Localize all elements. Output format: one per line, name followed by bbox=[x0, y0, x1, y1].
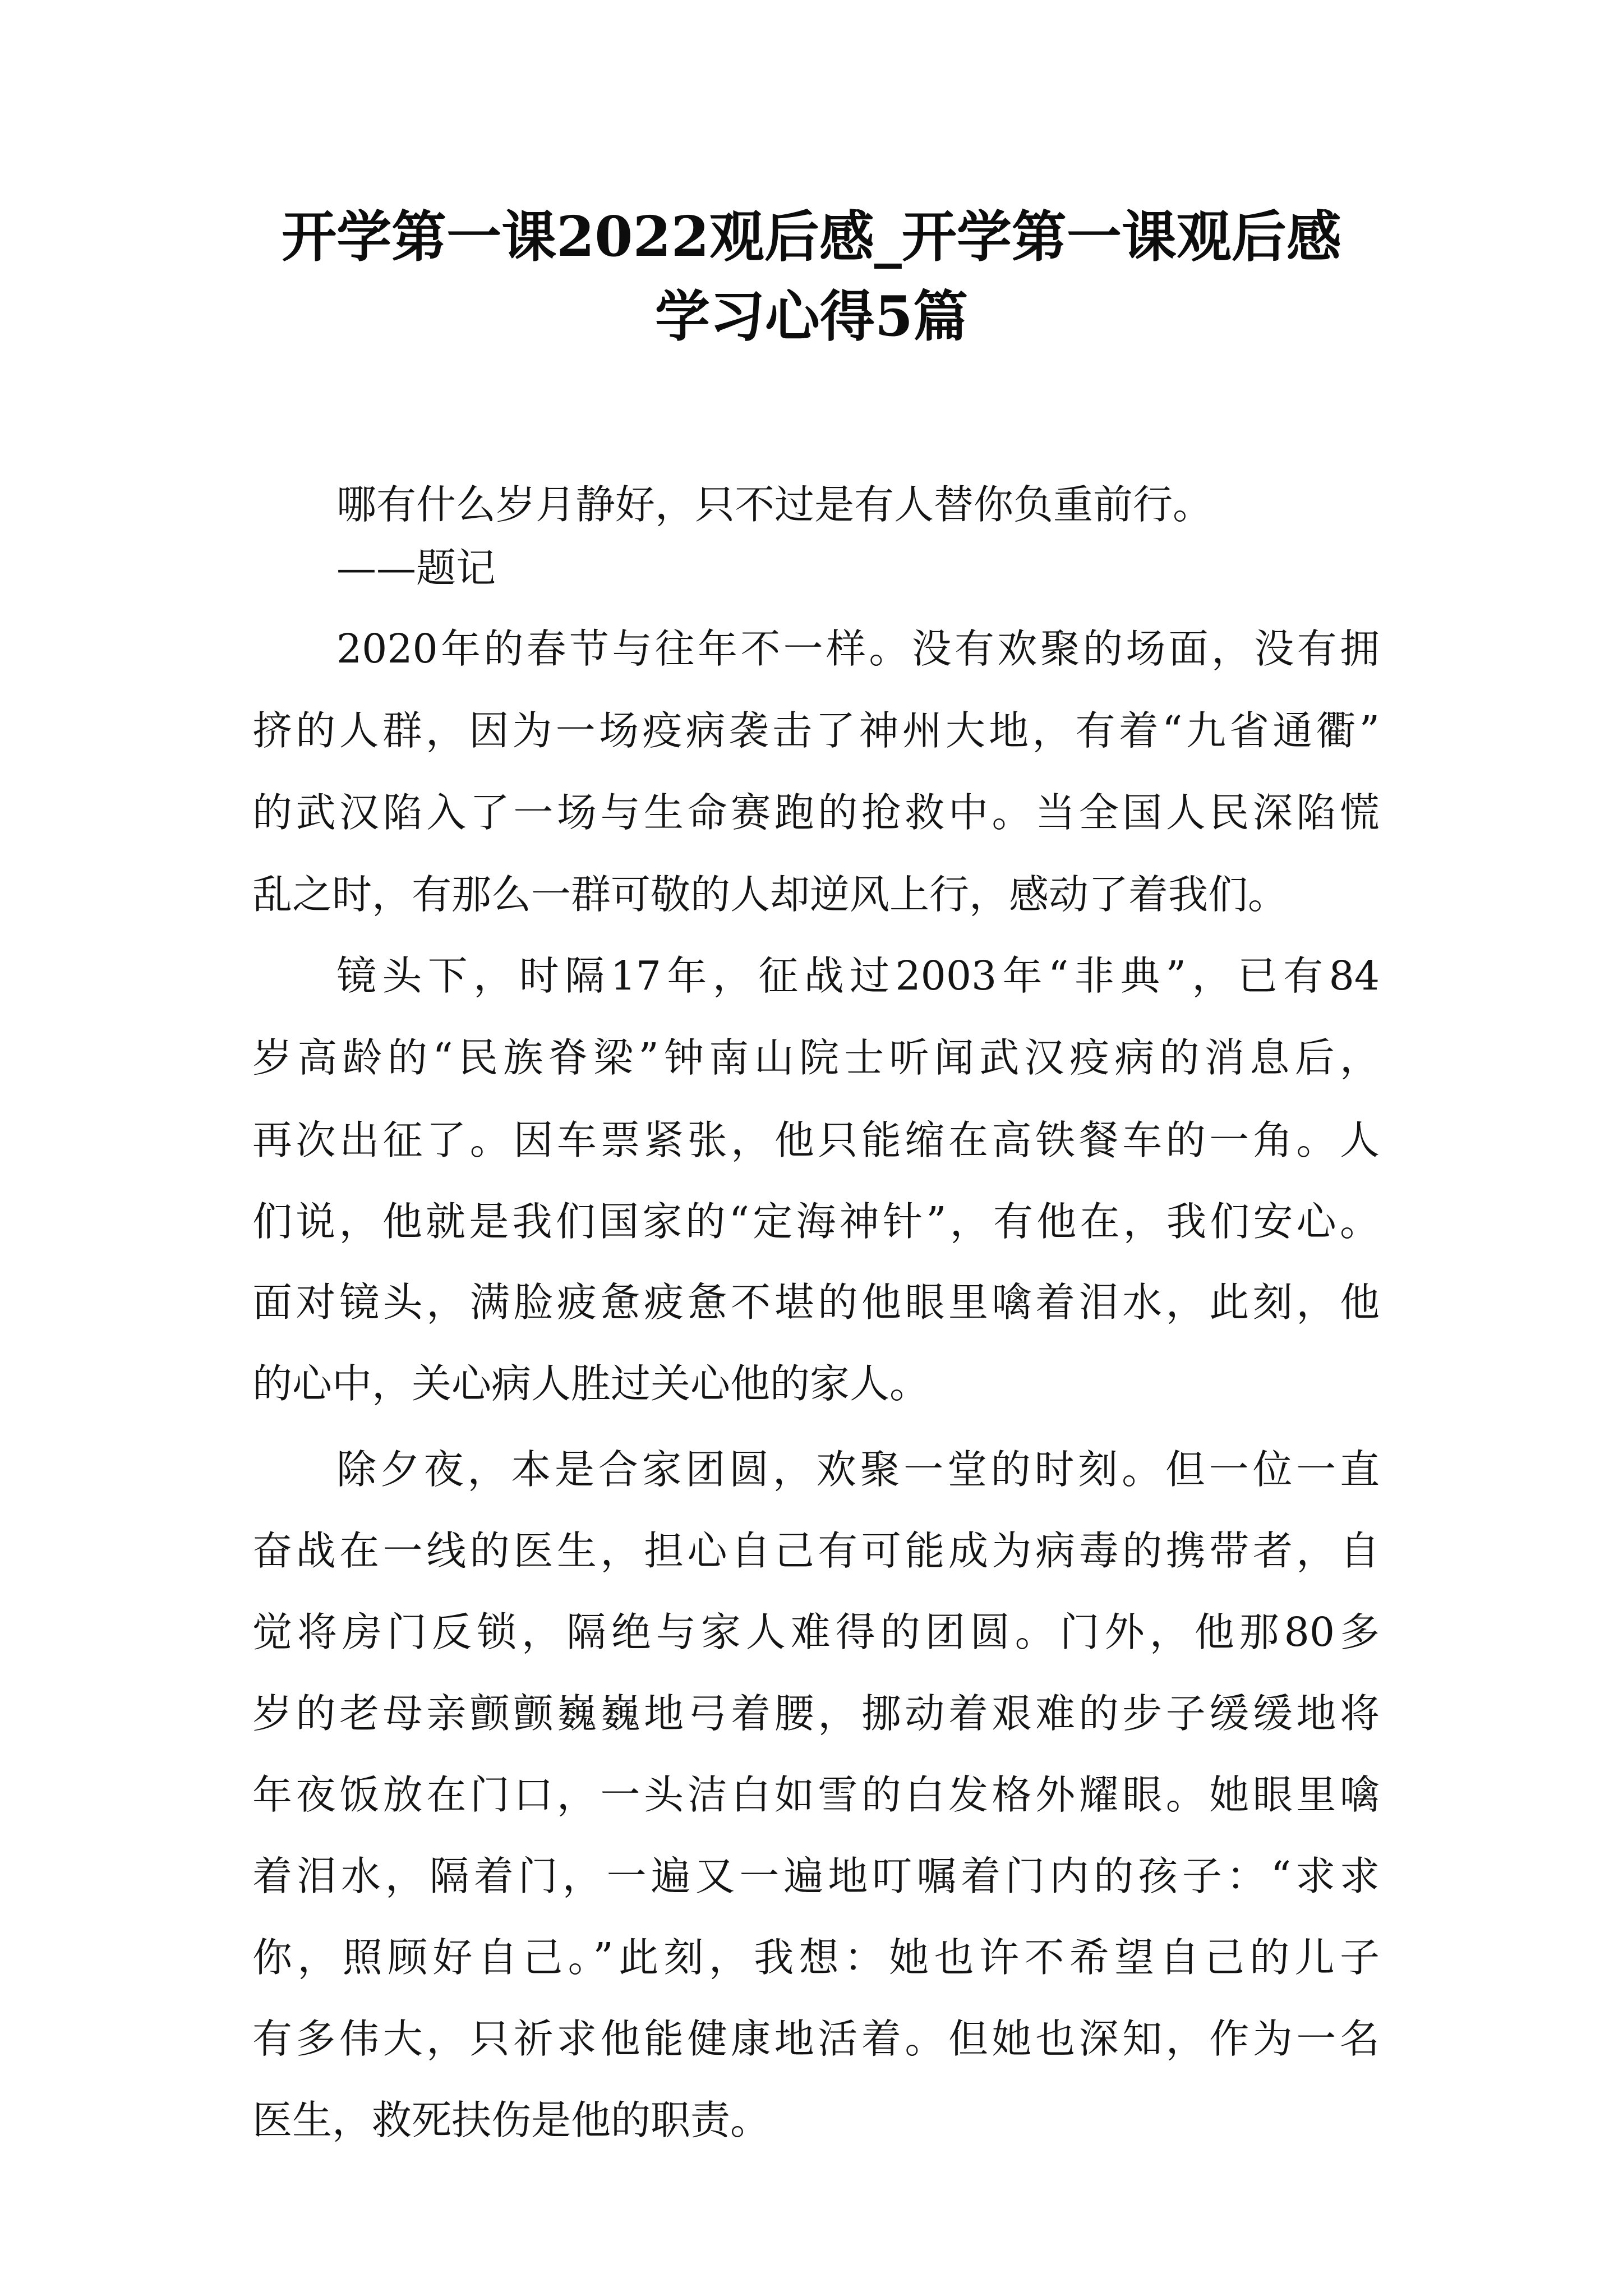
paragraph-2-line: 岁高龄的“民族脊梁”钟南山院士听闻武汉疫病的消息后， bbox=[252, 1034, 1380, 1081]
paragraph-3-line: 岁的老母亲颤颤巍巍地弓着腰，挪动着艰难的步子缓缓地将 bbox=[252, 1690, 1380, 1737]
paragraph-1-line: 乱之时，有那么一群可敬的人却逆风上行，感动了着我们。 bbox=[252, 871, 1288, 918]
paragraph-3-line: 奋战在一线的医生，担心自己有可能成为病毒的携带者，自 bbox=[252, 1527, 1380, 1574]
paragraph-2-line: 再次出征了。因车票紧张，他只能缩在高铁餐车的一角。人 bbox=[252, 1117, 1380, 1163]
paragraph-2-line: 们说，他就是我们国家的“定海神针”，有他在，我们安心。 bbox=[252, 1198, 1380, 1245]
paragraph-3-line: 觉将房门反锁，隔绝与家人难得的团圆。门外，他那80多 bbox=[252, 1609, 1380, 1655]
epigraph-source: ——题记 bbox=[336, 545, 496, 591]
epigraph: 哪有什么岁月静好，只不过是有人替你负重前行。 bbox=[336, 481, 1213, 528]
paragraph-3-line: 医生，救死扶伤是他的职责。 bbox=[252, 2097, 771, 2143]
paragraph-1-line: 挤的人群，因为一场疫病袭击了神州大地，有着“九省通衢” bbox=[252, 707, 1380, 754]
paragraph-2-line: 镜头下，时隔17年，征战过2003年“非典”，已有84 bbox=[336, 953, 1380, 999]
paragraph-3-line: 有多伟大，只祈求他能健康地活着。但她也深知，作为一名 bbox=[252, 2016, 1380, 2062]
paragraph-2-line: 面对镜头，满脸疲惫疲惫不堪的他眼里噙着泪水，此刻，他 bbox=[252, 1279, 1380, 1326]
document-title-line-1: 开学第一课2022观后感_开学第一课观后感 bbox=[282, 205, 1341, 269]
paragraph-1-line: 的武汉陷入了一场与生命赛跑的抢救中。当全国人民深陷慌 bbox=[252, 789, 1380, 836]
paragraph-1-line: 2020年的春节与往年不一样。没有欢聚的场面，没有拥 bbox=[336, 625, 1380, 672]
paragraph-3-line: 着泪水，隔着门，一遍又一遍地叮嘱着门内的孩子：“求求 bbox=[252, 1853, 1380, 1899]
paragraph-3-line: 你，照顾好自己。”此刻，我想：她也许不希望自己的儿子 bbox=[252, 1934, 1380, 1981]
paragraph-2-line: 的心中，关心病人胜过关心他的家人。 bbox=[252, 1360, 930, 1407]
paragraph-3-line: 年夜饭放在门口，一头洁白如雪的白发格外耀眼。她眼里噙 bbox=[252, 1772, 1380, 1818]
paragraph-3-line: 除夕夜，本是合家团圆，欢聚一堂的时刻。但一位一直 bbox=[336, 1446, 1380, 1493]
document-title-line-2: 学习心得5篇 bbox=[654, 284, 969, 349]
